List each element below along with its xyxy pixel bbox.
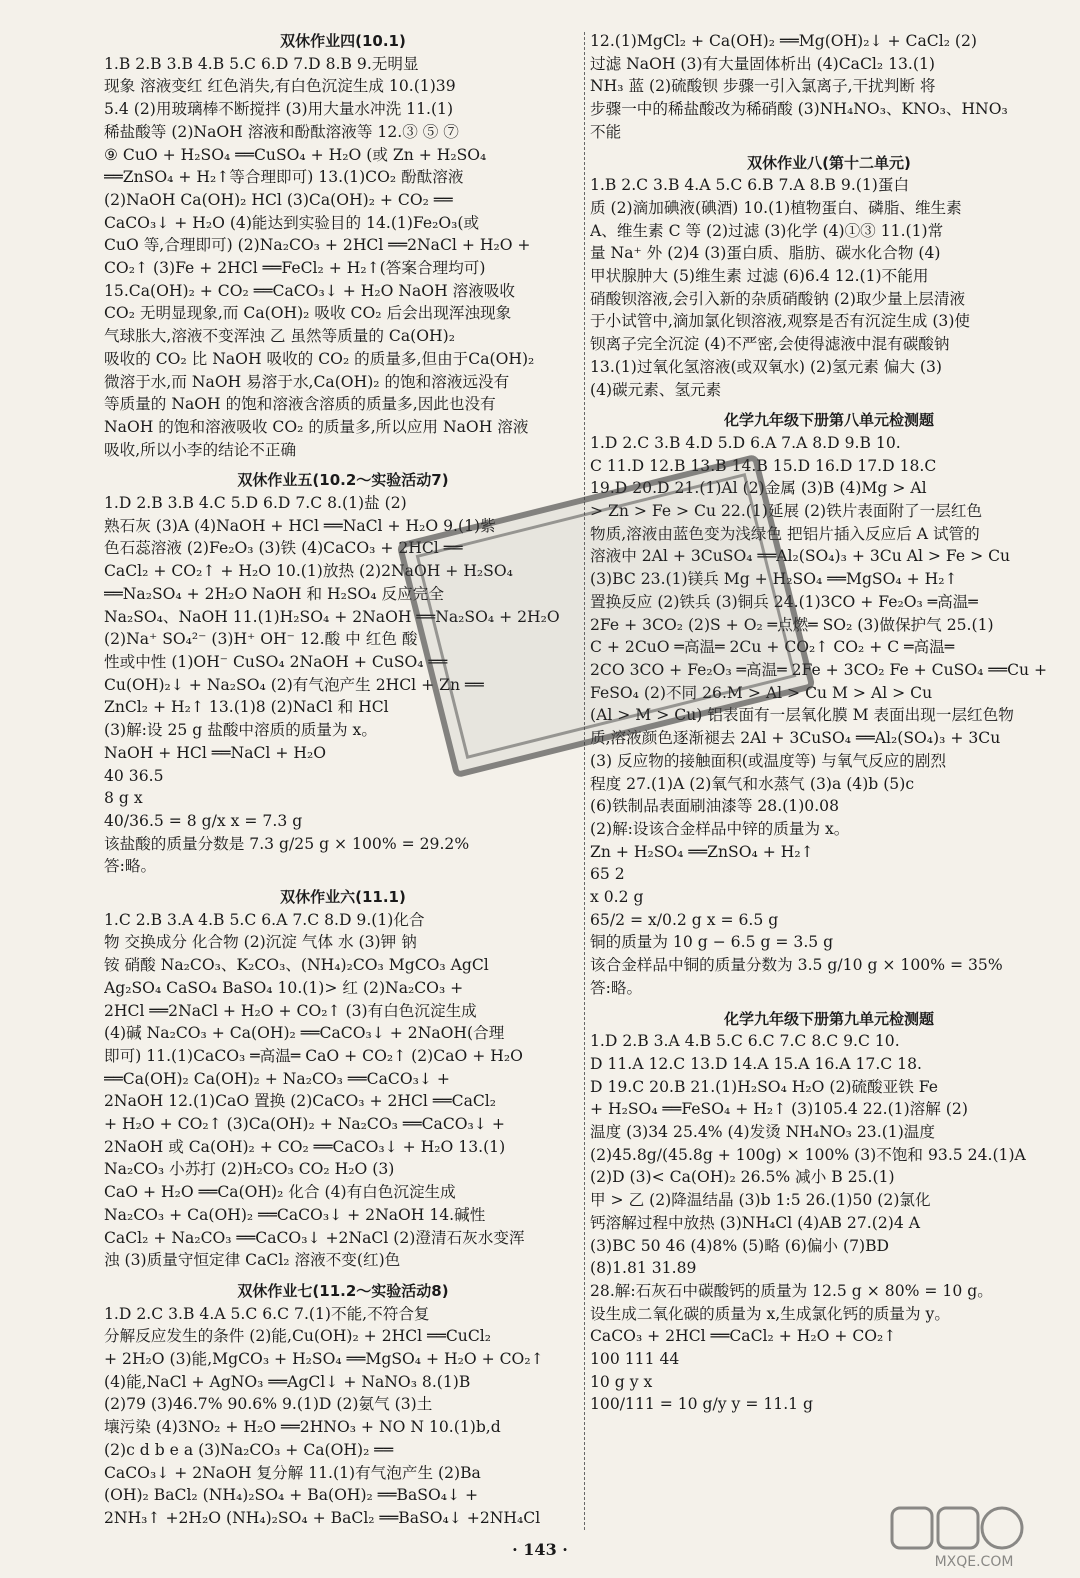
answer-line: ══Na₂SO₄ + 2H₂O NaOH 和 H₂SO₄ 反应完全: [104, 584, 444, 603]
answer-line: (3)BC 50 46 (4)8% (5)略 (6)偏小 (7)BD: [590, 1236, 890, 1255]
section-heading: 双休作业六(11.1): [280, 888, 406, 907]
answer-line: 过滤 NaOH (3)有大量固体析出 (4)CaCl₂ 13.(1): [590, 54, 935, 73]
answer-line: 置换反应 (2)铁兵 (3)铜兵 24.(1)3CO + Fe₂O₃ ═高温═: [590, 592, 978, 611]
answer-line: 铵 硝酸 Na₂CO₃、K₂CO₃、(NH₄)₂CO₃ MgCO₃ AgCl: [104, 956, 489, 975]
answer-line: NaOH + HCl ══NaCl + H₂O: [104, 743, 327, 762]
answer-line: 答:略。: [104, 857, 157, 876]
answer-line: 溶液中 2Al + 3CuSO₄ ══Al₂(SO₄)₃ + 3Cu Al > Fe > Cu: [590, 547, 1011, 566]
answer-line: (2)解:设该合金样品中锌的质量为 x。: [590, 819, 850, 838]
answer-line: 吸收的 CO₂ 比 NaOH 吸收的 CO₂ 的质量多,但由于Ca(OH)₂: [104, 349, 535, 368]
answer-line: CaCl₂ + Na₂CO₃ ══CaCO₃↓ +2NaCl (2)澄清石灰水变浑: [104, 1228, 525, 1247]
answer-line: CaCO₃↓ + H₂O (4)能达到实验目的 14.(1)Fe₂O₃(或: [104, 213, 480, 232]
answer-line: 钙溶解过程中放热 (3)NH₄Cl (4)AB 27.(2)4 A: [590, 1213, 920, 1232]
answer-line: + H₂SO₄ ══FeSO₄ + H₂↑ (3)105.4 22.(1)溶解 (2): [590, 1100, 968, 1119]
answer-line: 铜的质量为 10 g − 6.5 g = 3.5 g: [590, 933, 834, 952]
answer-line: Ag₂SO₄ CaSO₄ BaSO₄ 10.(1)> 红 (2)Na₂CO₃ +: [104, 978, 464, 997]
answer-line: (3)解:设 25 g 盐酸中溶质的质量为 x。: [104, 721, 377, 740]
section-gap: [104, 878, 582, 886]
logo-url: MXQE.COM: [934, 1554, 1014, 1570]
answer-line: 吸收,所以小李的结论不正确: [104, 440, 297, 459]
answer-line: (4)碱 Na₂CO₃ + Ca(OH)₂ ══CaCO₃↓ + 2NaOH(合理: [104, 1024, 505, 1043]
section-heading: 双休作业八(第十二单元): [747, 153, 911, 172]
answer-line: 12.(1)MgCl₂ + Ca(OH)₂ ══Mg(OH)₂↓ + CaCl₂ (2): [590, 32, 977, 50]
section-heading: 化学九年级下册第九单元检测题: [723, 1009, 934, 1028]
answer-line: Cu(OH)₂↓ + Na₂SO₄ (2)有气泡产生 2HCl + Zn ══: [104, 675, 484, 694]
answer-line: 该合金样品中铜的质量分数为 3.5 g/10 g × 100% = 35%: [590, 956, 1003, 975]
answer-line: (3) 反应物的接触面积(或温度等) 与氧气反应的剧烈: [590, 751, 947, 770]
answer-line: 硝酸钡溶液,会引入新的杂质硝酸钠 (2)取少量上层清液: [590, 289, 966, 308]
answer-line: 65/2 = x/0.2 g x = 6.5 g: [590, 910, 779, 929]
answer-line: 1.D 2.B 3.A 4.B 5.C 6.C 7.C 8.C 9.C 10.: [590, 1032, 900, 1051]
answer-line: CaCO₃ + 2HCl ══CaCl₂ + H₂O + CO₂↑: [590, 1327, 897, 1346]
answer-line: (4)能,NaCl + AgNO₃ ══AgCl↓ + NaNO₃ 8.(1)B: [104, 1372, 471, 1391]
answer-line: CO₂↑ (3)Fe + 2HCl ══FeCl₂ + H₂↑(答案合理均可): [104, 259, 486, 278]
answer-line: 壤污染 (4)3NO₂ + H₂O ══2HNO₃ + NO N 10.(1)b,d: [104, 1418, 501, 1437]
answer-line: 10 g y x: [590, 1372, 653, 1391]
answer-line: 2NaOH 12.(1)CaO 置换 (2)CaCO₃ + 2HCl ══CaCl₂: [104, 1092, 497, 1111]
answer-line: 于小试管中,滴加氯化钡溶液,观察是否有沉淀生成 (3)使: [590, 312, 971, 331]
answer-line: 甲 > 乙 (2)降温结晶 (3)b 1:5 26.(1)50 (2)氯化: [590, 1191, 931, 1210]
answer-line: 1.D 2.B 3.B 4.C 5.D 6.D 7.C 8.(1)盐 (2): [104, 494, 407, 513]
answer-line: 物 交换成分 化合物 (2)沉淀 气体 水 (3)钾 钠: [104, 933, 417, 952]
answer-line: NH₃ 蓝 (2)硫酸钡 步骤一引入氯离子,干扰判断 将: [590, 77, 936, 96]
answer-line: 100/111 = 10 g/y y = 11.1 g: [590, 1395, 814, 1414]
column-divider: [584, 32, 585, 1530]
answer-line: C 11.D 12.B 13.B 14.B 15.D 16.D 17.D 18.C: [590, 456, 937, 475]
answer-line: 物质,溶液由蓝色变为浅绿色 把铝片插入反应后 A 试管的: [590, 524, 980, 543]
answer-line: (OH)₂ BaCl₂ (NH₄)₂SO₄ + Ba(OH)₂ ══BaSO₄↓ +: [104, 1486, 479, 1505]
answer-line: Na₂SO₄、NaOH 11.(1)H₂SO₄ + 2NaOH ══Na₂SO₄ + 2H₂O: [104, 607, 560, 626]
answer-line: CaCO₃↓ + 2NaOH 复分解 11.(1)有气泡产生 (2)Ba: [104, 1463, 481, 1482]
answer-line: Na₂CO₃ 小苏打 (2)H₂CO₃ CO₂ H₂O (3): [104, 1160, 395, 1179]
answer-line: 13.(1)过氧化氢溶液(或双氧水) (2)氢元素 偏大 (3): [590, 357, 943, 376]
answer-line: 色石蕊溶液 (2)Fe₂O₃ (3)铁 (4)CaCO₃ + 2HCl ══: [104, 539, 463, 558]
answer-line: 1.C 2.B 3.A 4.B 5.C 6.A 7.C 8.D 9.(1)化合: [104, 910, 425, 929]
answer-line: 设生成二氧化碳的质量为 x,生成氯化钙的质量为 y。: [590, 1304, 950, 1323]
section-heading: 双休作业七(11.2～实验活动8): [237, 1281, 449, 1300]
answer-line: 5.4 (2)用玻璃棒不断搅拌 (3)用大量水冲洗 11.(1): [104, 100, 454, 119]
answer-line: ZnCl₂ + H₂↑ 13.(1)8 (2)NaCl 和 HCl: [104, 698, 389, 717]
answer-line: 甲状腺肿大 (5)维生素 过滤 (6)6.4 12.(1)不能用: [590, 267, 929, 286]
answer-line: 温度 (3)34 25.4% (4)发烫 NH₄NO₃ 23.(1)温度: [590, 1123, 935, 1142]
answer-line: 即可) 11.(1)CaCO₃ ═高温═ CaO + CO₂↑ (2)CaO + H₂O: [104, 1046, 523, 1065]
answer-line: (Al > M > Cu) 铝表面有一层氧化膜 M 表面出现一层红色物: [590, 706, 1014, 725]
answer-line: 该盐酸的质量分数是 7.3 g/25 g × 100% = 29.2%: [104, 834, 470, 853]
answer-line: ══Ca(OH)₂ Ca(OH)₂ + Na₂CO₃ ══CaCO₃↓ +: [104, 1069, 450, 1088]
section-gap: [104, 1272, 582, 1280]
answer-line: 2NaOH 或 Ca(OH)₂ + CO₂ ══CaCO₃↓ + H₂O 13.(1): [104, 1137, 506, 1156]
answer-line: 程度 27.(1)A (2)氧气和水蒸气 (3)a (4)b (5)c: [590, 774, 915, 793]
answer-line: 步骤一中的稀盐酸改为稀硝酸 (3)NH₄NO₃、KNO₃、HNO₃: [590, 100, 1008, 119]
answer-line: 2Fe + 3CO₂ (2)S + O₂ ═点燃═ SO₂ (3)做保护气 25.(1): [590, 615, 994, 634]
answer-line: A、维生素 C 等 (2)过滤 (3)化学 (4)①③ 11.(1)常: [590, 221, 944, 240]
answer-line: 2HCl ══2NaCl + H₂O + CO₂↑ (3)有白色沉淀生成: [104, 1001, 477, 1020]
answer-line: (6)铁制品表面刷油漆等 28.(1)0.08: [590, 797, 839, 816]
answer-line: 8 g x: [104, 789, 143, 808]
answer-line: CO₂ 无明显现象,而 Ca(OH)₂ 吸收 CO₂ 后会出现浑浊现象: [104, 304, 512, 323]
section-heading: 双休作业五(10.2～实验活动7): [237, 471, 449, 490]
left-column: [104, 30, 582, 1530]
answer-line: D 11.A 12.C 13.D 14.A 15.A 16.A 17.C 18.: [590, 1054, 922, 1073]
answer-line: (2)79 (3)46.7% 90.6% 9.(1)D (2)氨气 (3)土: [104, 1395, 433, 1414]
answer-line: Zn + H₂SO₄ ══ZnSO₄ + H₂↑: [590, 842, 814, 861]
answer-line: 浊 (3)质量守恒定律 CaCl₂ 溶液不变(红)色: [104, 1251, 401, 1270]
answer-line: 40 36.5: [104, 766, 164, 785]
answer-line: 质 (2)滴加碘液(碘酒) 10.(1)植物蛋白、磷脂、维生素: [590, 198, 962, 217]
answer-line: (2)45.8g/(45.8g + 100g) × 100% (3)不饱和 93.5 24.(1)A: [590, 1145, 1026, 1164]
answer-line: D 19.C 20.B 21.(1)H₂SO₄ H₂O (2)硫酸亚铁 Fe: [590, 1077, 938, 1096]
site-logo-watermark: [890, 1504, 1058, 1570]
answer-line: 稀盐酸等 (2)NaOH 溶液和酚酞溶液等 12.③ ⑤ ⑦: [104, 122, 459, 141]
answer-line: 性或中性 (1)OH⁻ CuSO₄ 2NaOH + CuSO₄ ══: [104, 652, 448, 671]
answer-line: 15.Ca(OH)₂ + CO₂ ══CaCO₃↓ + H₂O NaOH 溶液吸收: [104, 281, 515, 300]
answer-line: 1.D 2.C 3.B 4.D 5.D 6.A 7.A 8.D 9.B 10.: [590, 433, 901, 452]
answer-line: 答:略。: [590, 978, 643, 997]
section-heading: 双休作业四(10.1): [280, 32, 406, 50]
answer-line: (2)c d b e a (3)Na₂CO₃ + Ca(OH)₂ ══: [104, 1440, 394, 1459]
answer-line: 28.解:石灰石中碳酸钙的质量为 12.5 g × 80% = 10 g。: [590, 1281, 993, 1300]
answer-line: (8)1.81 31.89: [590, 1259, 697, 1278]
page-number: · 143 ·: [512, 1540, 568, 1559]
answer-line: (2)D (3)< Ca(OH)₂ 26.5% 减小 B 25.(1): [590, 1168, 895, 1187]
answer-line: Na₂CO₃ + Ca(OH)₂ ══CaCO₃↓ + 2NaOH 14.碱性: [104, 1205, 486, 1224]
section-heading: 化学九年级下册第八单元检测题: [723, 411, 934, 430]
section-gap: [590, 144, 1068, 152]
answer-line: CaO + H₂O ══Ca(OH)₂ 化合 (4)有白色沉淀生成: [104, 1183, 456, 1202]
answer-line: CaCl₂ + CO₂↑ + H₂O 10.(1)放热 (2)2NaOH + H₂SO₄: [104, 562, 513, 581]
answer-line: 19.D 20.D 21.(1)Al (2)金属 (3)B (4)Mg > Al: [590, 479, 927, 498]
answer-line: 不能: [590, 122, 622, 141]
answer-line: CuO 等,合理即可) (2)Na₂CO₃ + 2HCl ══2NaCl + H₂O +: [104, 236, 531, 255]
answer-line: 钡离子完全沉淀 (4)不严密,会使得滤液中混有碳酸钠: [590, 335, 950, 354]
answer-line: 1.D 2.C 3.B 4.A 5.C 6.C 7.(1)不能,不符合复: [104, 1304, 430, 1323]
answer-line: 1.B 2.C 3.B 4.A 5.C 6.B 7.A 8.B 9.(1)蛋白: [590, 176, 910, 195]
answer-line: 100 111 44: [590, 1350, 680, 1369]
answer-line: 现象 溶液变红 红色消失,有白色沉淀生成 10.(1)39: [104, 77, 456, 96]
answer-line: > Zn > Fe > Cu 22.(1)延展 (2)铁片表面附了一层红色: [590, 502, 983, 521]
answer-line: 40/36.5 = 8 g/x x = 7.3 g: [104, 811, 303, 830]
answer-line: + H₂O + CO₂↑ (3)Ca(OH)₂ + Na₂CO₃ ══CaCO₃↓ +: [104, 1115, 505, 1134]
answer-line: NaOH 的饱和溶液吸收 CO₂ 的质量多,所以应用 NaOH 溶液: [104, 417, 529, 436]
answer-line: 气球胀大,溶液不变浑浊 乙 虽然等质量的 Ca(OH)₂: [104, 327, 455, 346]
answer-line: ══ZnSO₄ + H₂↑等合理即可) 13.(1)CO₂ 酚酞溶液: [104, 168, 464, 187]
answer-line: (2)NaOH Ca(OH)₂ HCl (3)Ca(OH)₂ + CO₂ ══: [104, 190, 453, 209]
answer-line: 2CO 3CO + Fe₂O₃ ═高温═ 2Fe + 3CO₂ Fe + CuSO₄ ══Cu +: [590, 660, 1048, 679]
answer-line: 微溶于水,而 NaOH 易溶于水,Ca(OH)₂ 的饱和溶液远没有: [104, 372, 510, 391]
answer-line: 量 Na⁺ 外 (2)4 (3)蛋白质、脂肪、碳水化合物 (4): [590, 244, 941, 263]
answer-line: x 0.2 g: [590, 888, 644, 907]
answer-line: (4)碳元素、氢元素: [590, 380, 722, 399]
section-gap: [590, 401, 1068, 409]
answer-line: (3)BC 23.(1)镁兵 Mg + H₂SO₄ ══MgSO₄ + H₂↑: [590, 570, 958, 589]
answer-line: + 2H₂O (3)能,MgCO₃ + H₂SO₄ ══MgSO₄ + H₂O + CO₂↑: [104, 1350, 544, 1369]
answer-line: 熟石灰 (3)A (4)NaOH + HCl ══NaCl + H₂O 9.(1)紫: [104, 516, 496, 535]
answer-line: 65 2: [590, 865, 625, 884]
answer-line: 分解反应发生的条件 (2)能,Cu(OH)₂ + 2HCl ══CuCl₂: [104, 1327, 492, 1346]
answer-line: FeSO₄ (2)不同 26.M > Al > Cu M > Al > Cu: [590, 683, 933, 702]
answer-line: ⑨ CuO + H₂SO₄ ══CuSO₄ + H₂O (或 Zn + H₂SO₄: [104, 145, 487, 164]
section-gap: [590, 1000, 1068, 1008]
answer-line: C + 2CuO ═高温═ 2Cu + CO₂↑ CO₂ + C ═高温═: [590, 638, 955, 657]
answer-line: (2)Na⁺ SO₄²⁻ (3)H⁺ OH⁻ 12.酸 中 红色 酸: [104, 630, 418, 649]
answer-line: 1.B 2.B 3.B 4.B 5.C 6.D 7.D 8.B 9.无明显: [104, 54, 419, 73]
answer-line: 质,溶液颜色逐渐褪去 2Al + 3CuSO₄ ══Al₂(SO₄)₃ + 3Cu: [590, 729, 1001, 748]
answer-line: 2NH₃↑ +2H₂O (NH₄)₂SO₄ + BaCl₂ ══BaSO₄↓ +2NH₄Cl: [104, 1509, 541, 1527]
section-gap: [104, 461, 582, 469]
answer-line: 等质量的 NaOH 的饱和溶液含溶质的质量多,因此也没有: [104, 395, 496, 414]
